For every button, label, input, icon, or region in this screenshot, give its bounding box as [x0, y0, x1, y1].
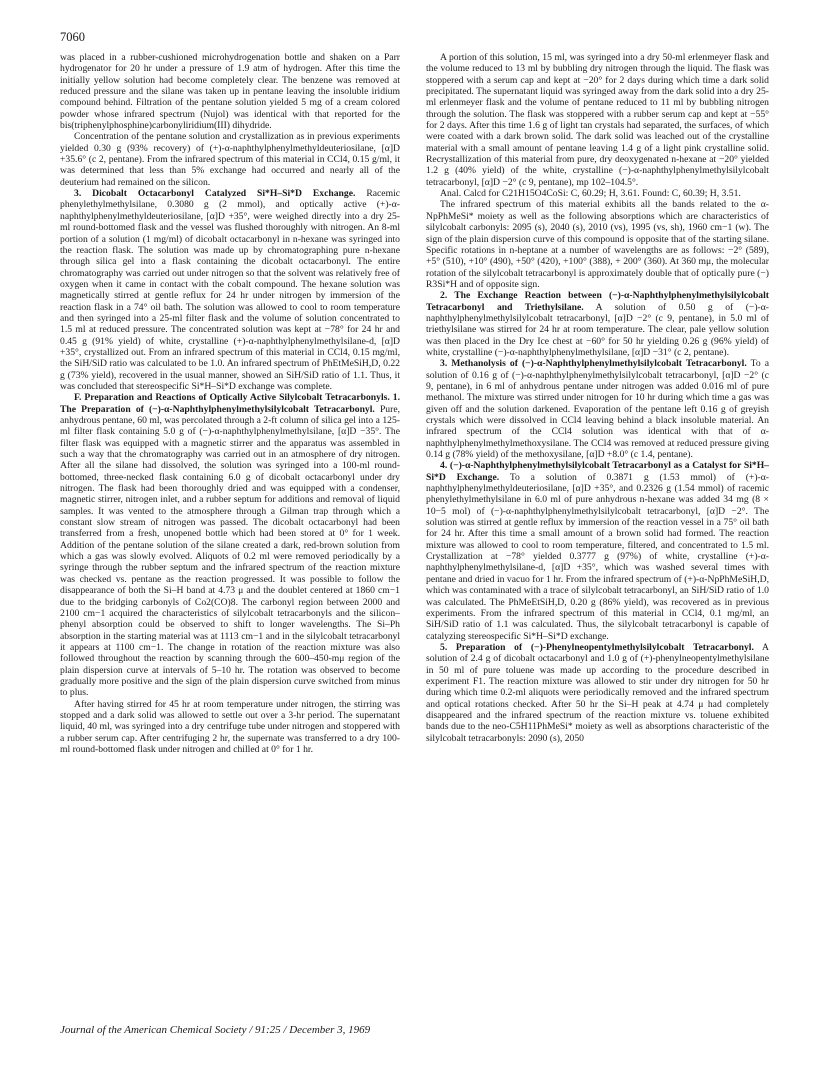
paragraph: The infrared spectrum of this material exhibits all the bands related to the α-NpPhMeSi* moiety as well as the following absorptions which are characteristics of silylcobalt carbonyls: 2095 (s), 2040 (s), 2010 (vs), 1995 (vs, sh), 1960 cm−1 (w). The sign of the plain dispersion curve of this compound is opposite that of the starting silane. Specific rotations in n-heptane at a number of wavelengths are as follows: −2° (589), +5° (510), +10° (490), +50° (420), +100° (388), + 200° (360). At 360 mμ, the molecular rotation of the silylcobalt tetracarbonyl is approximately double that of optically pure (−) R3Si*H and of opposite sign. [426, 199, 769, 290]
paragraph-body: To a solution of 0.16 g of (−)-α-naphthylphenylmethylsilylcobalt tetracarbonyl, [α]D −2° (c 9, pentane), in 6 ml of anhydrous pentane under nitrogen was added 0.016 ml of pure methanol. The mixture was stirred under nitrogen for 10 hr during which time a gas was given off and the solution darkened. Evaporation of the pentane left 0.16 g of greyish crystals which were dissolved in CCl4 leaving behind a black insoluble material. An infrared spectrum of the CCl4 solution was identical with that of α-naphthylphenylmethylmethoxysilane. The CCl4 was removed at reduced pressure giving 0.14 g (78% yield) of the methoxysilane, [α]D +8.0° (c 1.4, pentane). [426, 358, 770, 461]
section-heading: 3. Methanolysis of (−)-α-Naphthylphenylmethylsilylcobalt Tetracarbonyl. [440, 358, 747, 370]
paragraph-body: A solution of 0.50 g of (−)-α-naphthylphenylmethylsilylcobalt tetracarbonyl, [α]D −2° (c 9, pentane), in 5.0 ml of triethylsilane was stirred for 24 hr at room temperature. The clear, pale yellow solution was then placed in the Dry Ice chest at −60° for 50 hr yielding 0.26 g (96% yield) of white, crystalline (−)-α-naphthylphenylmethylsilane, [α]D −31° (c 2, pentane). [426, 301, 770, 358]
paragraph [426, 358, 769, 460]
paragraph [60, 188, 400, 392]
left-column [60, 52, 400, 755]
section-heading: 4. (−)-α-Naphthylphenylmethylsilylcobalt Tetracarbonyl as a Catalyst for Si*H–Si*D Exchange. [426, 460, 769, 483]
paragraph [60, 392, 400, 698]
right-column [426, 52, 769, 744]
paragraph: A portion of this solution, 15 ml, was syringed into a dry 50-ml erlenmeyer flask and the volume reduced to 13 ml by bubbling dry nitrogen through the liquid. The flask was stoppered with a serum cap and kept at −20° for 2 days during which time a dark solid precipitated. The supernatant liquid was syringed away from the dark solid into a dry 25-ml erlenmeyer flask and the volume of pentane reduced to 11 ml by bubbling nitrogen through the solution. The flask was stoppered with a rubber serum cap and kept at −55° for 2 days. After this time 1.6 g of light tan crystals had separated, the surfaces, of which were coated with a dark brown solid. The dark solid was leached out of the crystalline material with a small amount of pentane leaving 1.4 g of a light pink crystalline solid. Recrystallization of this material from pure, dry deoxygenated n-hexane at −20° yielded 1.2 g (40% yield) of the white, crystalline (−)-α-naphthylphenylmethylsilylcobalt tetracarbonyl, [α]D −2° (c 9, pentane), mp 102–104.5°. [426, 52, 769, 188]
paragraph [426, 460, 769, 642]
paragraph [426, 290, 769, 358]
section-heading: 5. Preparation of (−)-Phenylneopentylmethylsilylcobalt Tetracarbonyl. [440, 641, 754, 653]
paragraph-body: To a solution of 0.3871 g (1.53 mmol) of (+)-α-naphthylphenylmethyldeuteriosilane, [α]D +35°, and 0.2326 g (1.54 mmol) of racemic phenylethylmethylsilane in 6.0 ml of pure anhydrous n-hexane was added 34 mg (8 × 10−5 mol) of (−)-α-naphthylphenylmethylsilylcobalt tetracarbonyl, [α]D −2°. The solution was stirred at gentle reflux by immersion of the reaction vessel in a 75° oil bath for 24 hr. After this time a small amount of a brown solid had formed. The reaction mixture was allowed to cool to room temperature, filtered, and concentrated to 1.5 ml. Crystallization at −78° yielded 0.3777 g (97%) of white, crystalline (+)-α-naphthylphenylmethylsilane-d, [α]D +35°, which was washed several times with pentane and dried in vacuo for 1 hr. From the infrared spectrum of (+)-α-NpPhMeSiH,D, which was contaminated with a trace of silylcobalt tetracarbonyl, an SiH/SiD ratio of 1.0 was calculated. The PhMeEtSiH,D, 0.20 g (86% yield), was recovered as in previous experiments. From the infrared spectrum of this material in CCl4, 0.1 mg/ml, an SiH/SiD ratio of 1.1 was calculated. Thus, the silylcobalt tetracarbonyl is capable of catalyzing stereospecific Si*H–Si*D exchange. [426, 471, 770, 642]
section-heading: 2. The Exchange Reaction between (−)-α-Naphthylphenylmethylsilylcobalt Tetracarbonyl and Triethylsilane. [426, 290, 769, 313]
paragraph: was placed in a rubber-cushioned microhydrogenation bottle and shaken on a Parr hydrogenator for 20 hr under a pressure of 1.9 atm of hydrogen. After this time the initially yellow solution had become completely clear. The benzene was removed at reduced pressure and the silane was taken up in pentane leaving the insoluble iridium compound behind. Filtration of the pentane solution yielded 5 mg of a cream colored powder whose infrared spectrum (Nujol) was identical with that reported for the bis(triphenylphosphine)carbonyliridium(III) dihydride. [60, 52, 400, 132]
paragraph-body: Racemic phenylethylmethylsilane, 0.3080 g (2 mmol), and optically active (+)-α-naphthylphenylmethyldeuteriosilane, [α]D +35°, were weighed directly into a dry 25-ml round-bottomed flask and the vessel was flushed thoroughly with nitrogen. An 8-ml portion of a solution (1 mg/ml) of dicobalt octacarbonyl in n-hexane was syringed into the reaction flask. The solution was made up by chromatographing pure n-hexane through silica gel into a flask containing the dicobalt octacarbonyl. The entire chromatography was carried out under nitrogen so that the solvent was relatively free of oxygen when it came in contact with the cobalt compound. The hexane solution was magnetically stirred at gentle reflux for 24 hr under nitrogen by immersion of the reaction flask in a 74° oil bath. The solution was allowed to cool to room temperature and then syringed into a 25-ml filter flask and the volume of solution concentrated to 1.5 ml at reduced pressure. The concentrated solution was kept at −78° for 24 hr and 0.45 g (91% yield) of white, crystalline (+)-α-naphthylphenylmethylsilane-d, [α]D +35°, crystallized out. From an infrared spectrum of this material in CCl4, 0.15 mg/ml, the SiH/SiD ratio was calculated to be 1.0. An infrared spectrum of PhEtMeSiH,D, 0.22 g (73% yield), recovered in the usual manner, showed an SiH/SiD ratio of 1.1. Thus, it was concluded that stereospecific Si*H–Si*D exchange was complete. [60, 188, 401, 392]
paragraph [426, 642, 769, 744]
journal-footer: Journal of the American Chemical Society / 91:25 / December 3, 1969 [60, 1024, 371, 1036]
paragraph: Anal. Calcd for C21H15O4CoSi: C, 60.29; H, 3.61. Found: C, 60.39; H, 3.51. [440, 188, 741, 200]
paragraph: Concentration of the pentane solution and crystallization as in previous experiments yielded 0.30 g (93% recovery) of (+)-α-naphthylphenylmethyldeuteriosilane, [α]D +35.6° (c 2, pentane). From the infrared spectrum of this material in CCl4, 0.15 g/ml, it was determined that less than 5% exchange had occurred and nearly all of the deuterium had remained on the silicon. [60, 131, 400, 188]
paragraph-body: Pure, anhydrous pentane, 60 ml, was percolated through a 2-ft column of silica gel into a 125-ml filter flask containing 5.0 g of (−)-α-naphthylphenylmethylsilane, [α]D −35°. The filter flask was equipped with a magnetic stirrer and the apparatus was assembled in such a way that the chromatography was carried out in an atmosphere of dry nitrogen. After all the silane had dissolved, the solution was syringed into a 100-ml round-bottomed, three-necked flask containing 6.0 g of dicobalt octacarbonyl under dry nitrogen. The flask had been thoroughly dried and was equipped with a condenser, magnetic stirrer, nitrogen inlet, and a rubber septum for additions and removal of liquid samples. It was vented to the atmosphere through a Gilman trap through which a constant slow stream of nitrogen was passed. The dicobalt octacarbonyl had been transferred from a fresh, unopened bottle which had been stored at 0° for 1 week. Addition of the pentane solution of the silane created a dark, red-brown solution from which a gas was slowly evolved. Aliquots of 0.2 ml were removed periodically by a syringe through the rubber septum and the infrared spectrum of the reaction mixture was checked vs. pentane as the reaction progressed. It was possible to follow the disappearance of both the Si–H band at 4.73 μ and the doublet centered at 1860 cm−1 due to the bridging carbonyls of Co2(CO)8. The carbonyl region between 2000 and 2100 cm−1 acquired the characteristics of silylcobalt tetracarbonyls and the silicon–phenyl absorption could be observed to shift to longer wavelengths. The Si–Ph absorption in the starting material was at 1113 cm−1 and in the silylcobalt tetracarbonyl it appears at 1100 cm−1. The change in rotation of the reaction mixture was also followed throughout the reaction by scanning through the 600–450-mμ region of the plain dispersion curve at intervals of 5–10 hr. The rotation was observed to become gradually more positive and the sign of the plain dispersion curve switched from minus to plus. [60, 403, 401, 699]
paragraph-body: A solution of 2.4 g of dicobalt octacarbonyl and 1.0 g of (+)-phenylneopentylmethylsilane in 50 ml of pure toluene was made up according to the procedure described in experiment F1. The reaction mixture was allowed to stir under dry nitrogen for 50 hr during which time 0.2-ml aliquots were periodically removed and the infrared spectrum and optical rotations checked. After 50 hr the Si–H peak at 4.74 μ had completely disappeared and the infrared spectrum of the reaction mixture vs. toluene exhibited bands due to the neo-C5H11PhMeSi* moiety as well as absorptions characteristic of the silylcobalt tetracarbonyls: 2090 (s), 2050 [426, 641, 769, 744]
section-heading: 3. Dicobalt Octacarbonyl Catalyzed Si*H–Si*D Exchange. [74, 188, 356, 200]
page-number: 7060 [60, 30, 85, 44]
paragraph: After having stirred for 45 hr at room temperature under nitrogen, the stirring was stopped and a dark solid was allowed to settle out over a 3-hr period. The supernatant liquid, 40 ml, was syringed into a dry centrifuge tube under nitrogen and stoppered with a rubber serum cap. After centrifuging 2 hr, the supernate was transferred to a dry 100-ml round-bottomed flask under nitrogen and chilled at 0° for 1 hr. [60, 698, 400, 755]
section-heading: F. Preparation and Reactions of Optically Active Silylcobalt Tetracarbonyls. 1. The Preparation of (−)-α-Naphthylphenylmethylsilylcobalt Tetracarbonyl. [60, 392, 400, 415]
